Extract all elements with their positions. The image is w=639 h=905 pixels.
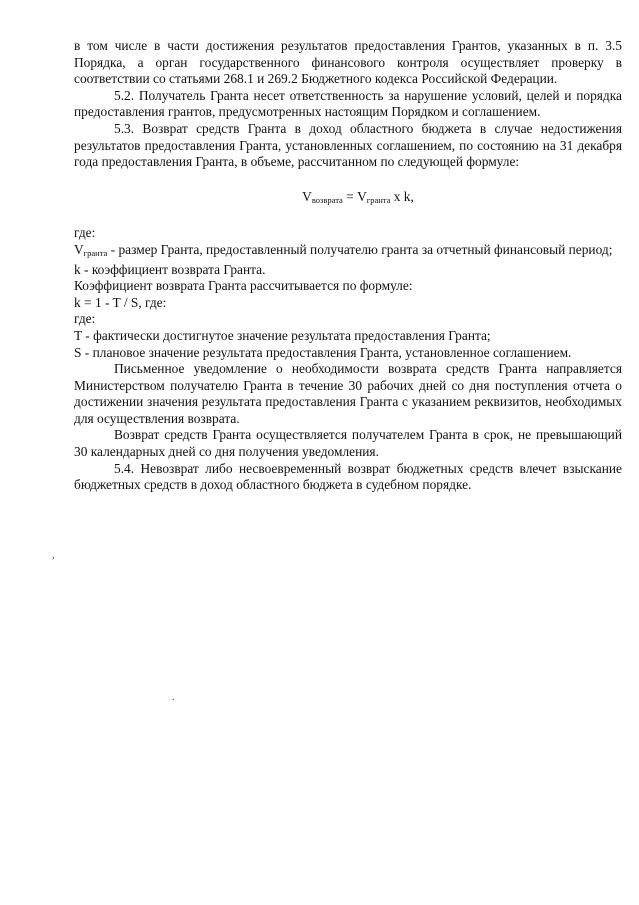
definition-v-grant bbox=[74, 242, 622, 262]
document-body bbox=[74, 38, 622, 494]
def-v-sub: гранта bbox=[83, 247, 108, 258]
def-v-text: - размер Гранта, предоставленный получателю гранта за отчетный финансовый период; bbox=[107, 241, 613, 257]
paragraph-refund-term: Возврат средств Гранта осуществляется получателем Гранта в срок, не превышающий 30 календарных дней со дня получения уведомления. bbox=[74, 427, 622, 460]
formula-rest: x k, bbox=[390, 188, 414, 204]
paragraph-control: в том числе в части достижения результатов предоставления Грантов, указанных в п. 3.5 Порядка, а орган государственного финансового контроля осуществляет проверку в соответствии со статьями 268.1 и 269.2 Бюджетного кодекса Российской Федерации. bbox=[74, 38, 622, 87]
definition-k: k - коэффициент возврата Гранта. bbox=[74, 261, 266, 277]
definition-t: T - фактически достигнутое значение результата предоставления Гранта; bbox=[74, 327, 491, 343]
formula-sub-refund: возврата bbox=[311, 194, 343, 205]
paragraph-5-4: 5.4. Невозврат либо несвоевременный возврат бюджетных средств влечет взыскание бюджетных средств в доход областного бюджета в судебном порядке. bbox=[74, 460, 622, 493]
formula-sub-grant: гранта bbox=[366, 194, 391, 205]
paragraph-5-2: 5.2. Получатель Гранта несет ответственность за нарушение условий, целей и порядка предоставления грантов, предусмотренных настоящим Порядком и соглашением. bbox=[74, 87, 622, 120]
def-v: V bbox=[74, 241, 84, 257]
paragraph-5-3: 5.3. Возврат средств Гранта в доход областного бюджета в случае недостижения результатов предоставления Гранта, установленных соглашением, по состоянию на 31 декабря года предоставления Гранта, в объеме, рассчитанном по следующей формуле: bbox=[74, 120, 622, 170]
formula-equals: = bbox=[342, 188, 358, 204]
stray-mark-comma: , bbox=[52, 550, 55, 561]
stray-mark-dot: . bbox=[172, 692, 175, 703]
paragraph-notification: Письменное уведомление о необходимости возврата средств Гранта направляется Министерством получателю Гранта в течение 30 рабочих дней со дня поступления отчета о достижении значения результата предоставления Гранта с указанием реквизитов, необходимых для осуществления возврата. bbox=[74, 361, 622, 426]
coefficient-intro: Коэффициент возврата Гранта рассчитывается по формуле: bbox=[74, 278, 413, 294]
refund-formula bbox=[74, 189, 622, 209]
where-label: где: bbox=[74, 225, 96, 241]
where-label-2: где: bbox=[74, 311, 96, 327]
coefficient-formula: k = 1 - T / S, где: bbox=[74, 294, 167, 310]
formula-v-grant: V bbox=[357, 188, 367, 204]
formula-v-refund: V bbox=[302, 188, 312, 204]
definition-s: S - плановое значение результата предоставления Гранта, установленное соглашением. bbox=[74, 344, 572, 360]
